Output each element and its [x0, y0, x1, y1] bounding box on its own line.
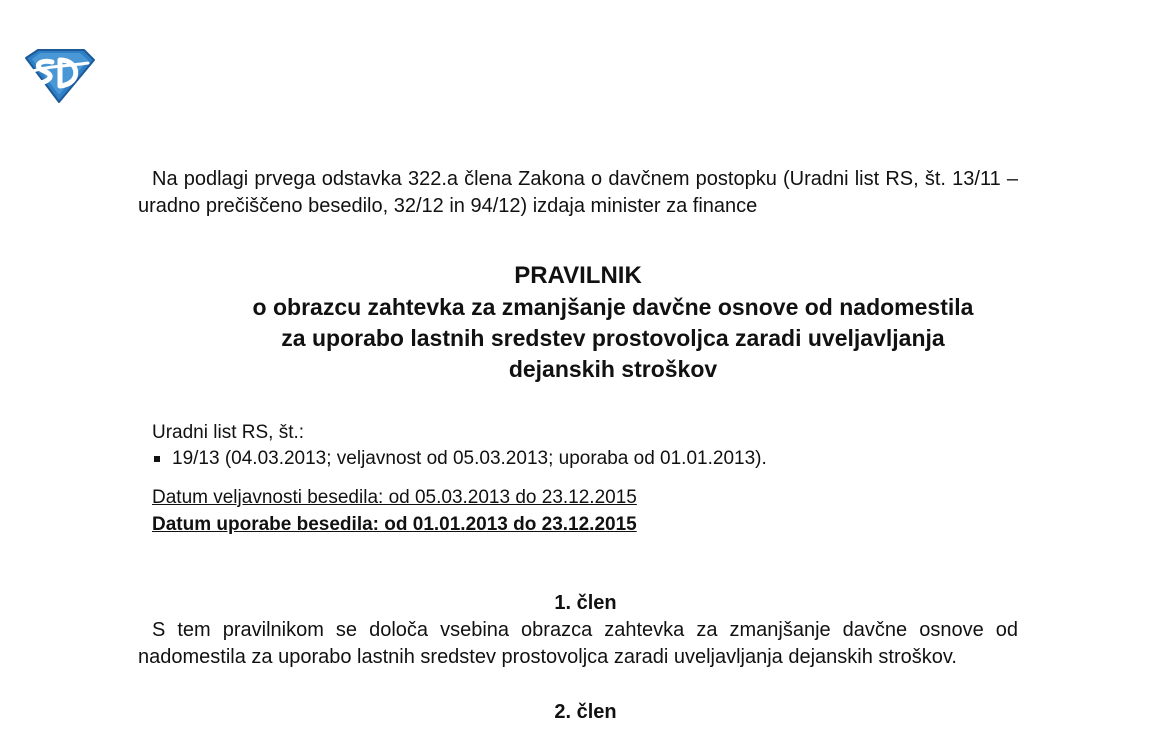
- sd-shield-logo: [22, 48, 96, 104]
- document-body: [138, 166, 1018, 726]
- document-subtitle-line: za uporabo lastnih sredstev prostovoljca zaradi uveljavljanja: [281, 325, 945, 351]
- article-text: S tem pravilnikom se določa vsebina obrazca zahtevka za zmanjšanje davčne osnove od nadomestila za uporabo lastnih sredstev prostovoljca zaradi uveljavljanja dejanskih stroškov.: [138, 619, 1018, 668]
- official-gazette-references: [152, 420, 1018, 472]
- gazette-item-text: 19/13 (04.03.2013; veljavnost od 05.03.2013; uporaba od 01.01.2013).: [172, 448, 767, 469]
- validity-date: Datum veljavnosti besedila: od 05.03.2013 do 23.12.2015: [152, 487, 637, 508]
- preamble-paragraph: Na podlagi prvega odstavka 322.a člena Zakona o davčnem postopku (Uradni list RS, št. 13/11 – uradno prečiščeno besedilo, 32/12 in 94/12) izdaja minister za finance: [138, 168, 1018, 217]
- application-date: Datum uporabe besedila: od 01.01.2013 do 23.12.2015: [152, 514, 637, 535]
- document-title: PRAVILNIK: [514, 262, 642, 289]
- text-dates: [152, 484, 1018, 538]
- article-heading: 1. člen: [554, 592, 617, 614]
- square-bullet-icon: [154, 456, 160, 462]
- gazette-list: [152, 446, 1018, 472]
- gazette-list-item: [152, 446, 1018, 472]
- document-title-block: [138, 260, 1018, 385]
- gazette-label: Uradni list RS, št.:: [152, 422, 305, 443]
- article-heading: 2. člen: [554, 701, 617, 723]
- document-subtitle-line: dejanskih stroškov: [508, 356, 718, 382]
- document-subtitle-line: o obrazcu zahtevka za zmanjšanje davčne osnove od nadomestila: [252, 294, 974, 320]
